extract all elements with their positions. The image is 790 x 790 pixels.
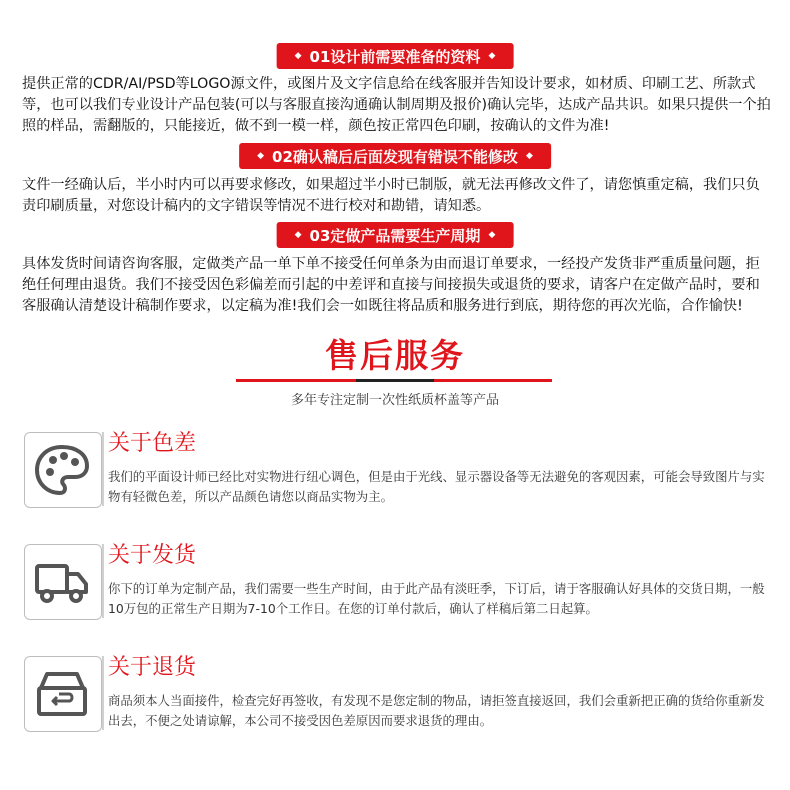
return-box-icon-box xyxy=(24,656,102,732)
section-3-banner xyxy=(277,222,514,248)
section-2-text: 文件一经确认后，半小时内可以再要求修改，如果超过半小时已制版，就无法再修改文件了，请您慎重定稿，我们只负责印刷质量，对您设计稿内的文字错误等情况不进行校对和勘错，请知悉。 xyxy=(22,177,760,214)
section-2-banner xyxy=(239,143,551,169)
section-3-title: 03定做产品需要生产周期 xyxy=(309,226,481,245)
diamond-icon: ◆ xyxy=(488,51,496,61)
diamond-icon: ◆ xyxy=(525,151,533,161)
returns-title: 关于退货 xyxy=(108,655,197,680)
return-box-icon xyxy=(33,666,91,722)
truck-icon xyxy=(33,554,91,610)
returns-text: 商品须本人当面接件，检查完好再签收，有发现不是您定制的物品，请拒签直接返回，我们会重新把正确的货给你重新发出去，不便之处请谅解，本公司不接受因色差原因而要求退货的理由。 xyxy=(108,693,765,728)
section-1-text: 提供正常的CDR/AI/PSD等LOGO源文件，或图片及文字信息给在线客服并告知设计要求，如材质、印刷工艺、所款式等，也可以我们专业设计产品包装(可以与客服直接沟通确认制周期及报价)确认完毕，达成产品共识。如果只提供一个拍照的样品，需翻版的，只能接近，做不到一模一样，颜色按正常四色印刷，按确认的文件为准! xyxy=(22,76,771,134)
diamond-icon: ◆ xyxy=(488,230,496,240)
color-difference-title: 关于色差 xyxy=(108,431,197,456)
after-sales-heading: 售后服务 xyxy=(325,336,465,375)
divider xyxy=(102,544,104,618)
heading-rule-center xyxy=(356,379,434,382)
section-1-banner xyxy=(277,43,514,69)
returns-block xyxy=(24,656,774,736)
truck-icon-box xyxy=(24,544,102,620)
divider xyxy=(102,656,104,730)
divider xyxy=(102,432,104,506)
shipping-block xyxy=(24,544,774,624)
section-1-title: 01设计前需要准备的资料 xyxy=(309,47,481,66)
heading-rule-right xyxy=(434,379,552,382)
palette-icon-box xyxy=(24,432,102,508)
palette-icon xyxy=(33,442,91,498)
shipping-text: 你下的订单为定制产品，我们需要一些生产时间，由于此产品有淡旺季，下订后，请于客服确认好具体的交货日期，一般10万包的正常生产日期为7-10个工作日。在您的订单付款后，确认了样稿后第二日起算。 xyxy=(108,581,765,616)
color-difference-block xyxy=(24,432,774,512)
diamond-icon: ◆ xyxy=(257,151,265,161)
diamond-icon: ◆ xyxy=(294,230,302,240)
heading-rule-left xyxy=(236,379,356,382)
after-sales-subtitle: 多年专注定制一次性纸质杯盖等产品 xyxy=(290,393,499,408)
color-difference-text: 我们的平面设计师已经比对实物进行纽心调色，但是由于光线、显示器设备等无法避免的客观因素，可能会导致图片与实物有轻微色差，所以产品颜色请您以商品实物为主。 xyxy=(108,469,765,504)
shipping-title: 关于发货 xyxy=(108,543,197,568)
section-2-title: 02确认稿后后面发现有错误不能修改 xyxy=(272,147,518,166)
section-3-text: 具体发货时间请咨询客服，定做类产品一单下单不接受任何单条为由而退订单要求，一经投产发货非严重质量问题，拒绝任何理由退货。我们不接受因色彩偏差而引起的中差评和直接与间接损失或退货的要求，请客户在定做产品时，要和客服确认清楚设计稿制作要求，以定稿为准!我们会一如既往将品质和服务进行到底，期待您的再次光临，合作愉快! xyxy=(22,256,760,314)
diamond-icon: ◆ xyxy=(294,51,302,61)
